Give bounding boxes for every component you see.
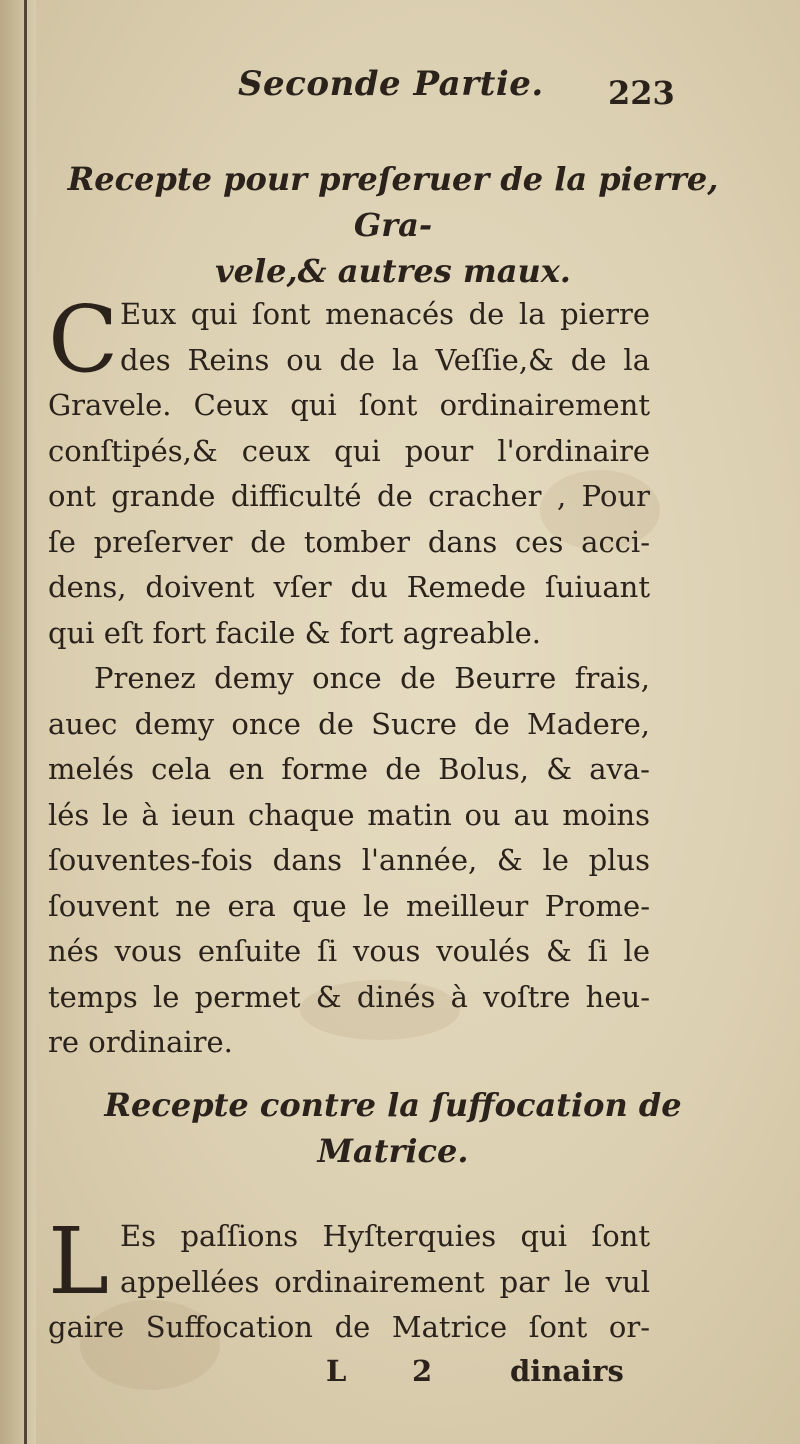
paragraph-block [48,1208,650,1351]
catchline [326,1354,626,1394]
section-heading [48,1082,738,1174]
text-line: qui eſt fort facile & fort agreable. [48,615,541,650]
text-line: appellées ordinairement par le vul [120,1264,650,1299]
text-line: temps le permet & dinés à voſtre heu- [48,979,650,1014]
text-line: lés le à ieun chaque matin ou au moins [48,797,650,832]
signature-mark: L [326,1354,347,1388]
text-line: nés vous enſuite ſi vous voulés & ſi le [48,934,650,968]
text-line: Gravele. Ceux qui ſont ordinairement [48,388,650,422]
gutter-edge-line [24,0,27,1444]
text-line: ſouventes-fois dans l'année, & le plus [48,843,650,877]
catchword: dinairs [510,1354,624,1388]
text-line: conſtipés,& ceux qui pour l'ordinaire [48,433,650,468]
drop-cap: L [48,1208,110,1315]
signature-number: 2 [412,1354,433,1388]
text-line: Prenez demy once de Beurre frais, [94,661,650,695]
text-line: gaire Suffocation de Matrice ſont or- [48,1310,650,1344]
text-line: Eux qui ſont menacés de la pierre [120,297,650,331]
text-line: dens, doivent vſer du Remede ſuiuant [48,570,650,604]
running-head [0,64,800,114]
text-line: des Reins ou de la Veſſie,& de la [120,342,650,377]
binding-gutter [0,0,36,1444]
text-line: ſouvent ne era que le meilleur Prome- [48,888,650,923]
heading-line: vele,& autres maux. [215,252,571,290]
heading-line: Recepte pour preſeruer de la pierre, Gra- [67,160,719,244]
text-line: re ordinaire. [48,1025,233,1059]
heading-line: Recepte contre la ſuffocation de [104,1086,682,1124]
page-number: 223 [608,74,675,112]
heading-line: Matrice. [317,1132,469,1170]
paragraph-block [48,286,650,1066]
running-title: Seconde Partie. [238,64,544,104]
text-line: Es paſſions Hyſterquies qui ſont [120,1219,650,1253]
text-line: auec demy once de Sucre de Madere, [48,706,650,741]
section-heading [48,156,738,294]
text-line: ſe preſerver de tomber dans ces acci- [48,524,650,559]
text-line: melés cela en forme de Bolus, & ava- [48,752,650,786]
text-line: ont grande difficulté de cracher , Pour [48,479,650,513]
drop-cap: C [48,286,119,393]
